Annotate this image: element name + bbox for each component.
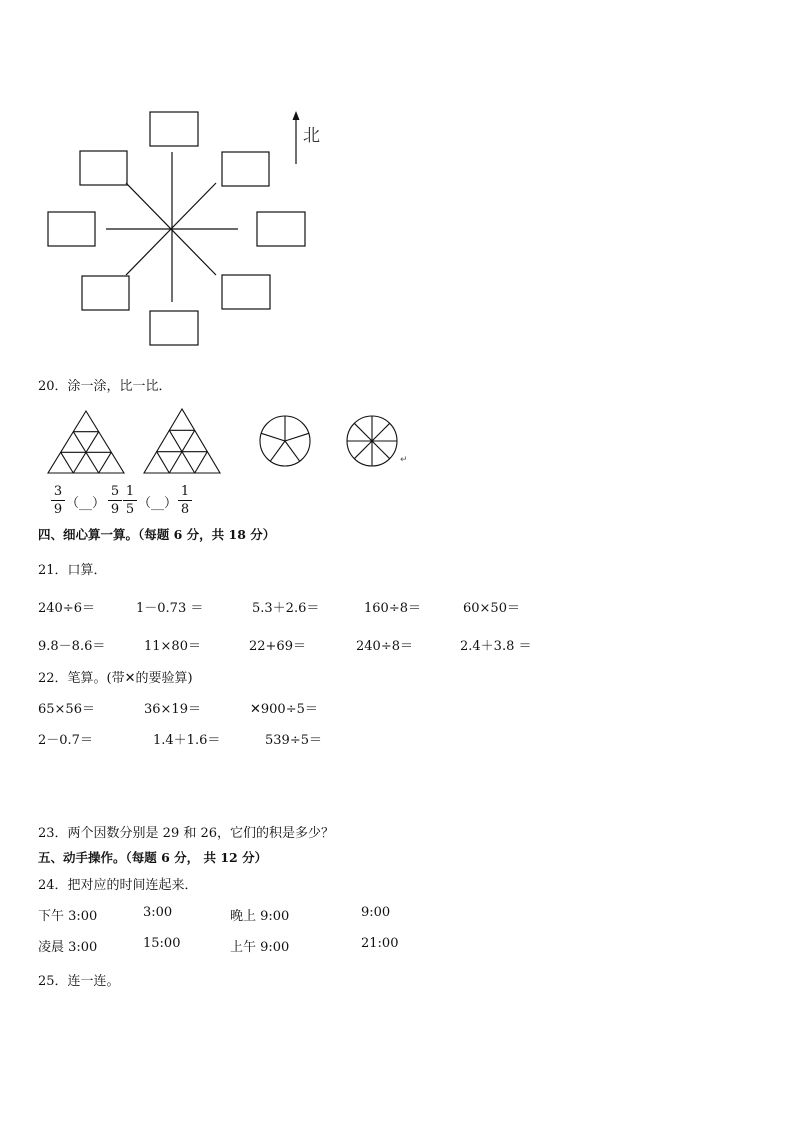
q21-expr-2-5: 2.4＋3.8 ＝ [460,639,532,654]
q24-time-1-2[interactable]: 3:00 [143,905,173,920]
q24-time-2-2[interactable]: 15:00 [143,936,181,951]
q24-time-2-3[interactable]: 上午 9:00 [230,940,290,955]
triangle-2 [144,409,220,473]
q21-expr-2-4: 240÷8＝ [356,639,413,654]
circle-five-parts [260,416,310,466]
circle-eight-parts [347,416,397,466]
q22-expr-2-2: 1.4＋1.6＝ [153,733,221,748]
section-5-title: 五、动手操作。（每题 6 分， 共 12 分） [38,850,268,865]
q24-time-2-4[interactable]: 21:00 [361,936,399,951]
section-4-title: 四、细心算一算。（每题 6 分，共 18 分） [38,527,276,542]
q21-expr-2-1: 9.8－8.6＝ [38,639,106,654]
q20-title: 20．涂一涂，比一比． [38,379,172,394]
q22-expr-1-2: 36×19＝ [144,702,201,717]
q22-title: 22．笔算。(带✕的要验算) [38,671,193,686]
fraction-one-fifth: 1 5 [123,484,137,517]
q25-title: 25．连一连。 [38,974,120,989]
q21-expr-2-3: 22+69＝ [249,639,306,654]
q21-expr-1-1: 240÷6＝ [38,601,95,616]
q22-expr-1-3: ✕900÷5＝ [250,702,318,717]
compare-blank-2[interactable]: （__） [138,496,178,511]
q21-expr-1-3: 5.3＋2.6＝ [252,601,320,616]
q22-expr-2-1: 2－0.7＝ [38,733,93,748]
q24-title: 24．把对应的时间连起来． [38,878,198,893]
q20-figures [0,0,794,500]
q24-time-1-1[interactable]: 下午 3:00 [38,909,98,924]
q24-time-1-3[interactable]: 晚上 9:00 [230,909,290,924]
return-mark: ↵ [400,455,408,465]
q24-time-1-4[interactable]: 9:00 [361,905,391,920]
q22-expr-2-3: 539÷5＝ [265,733,322,748]
q22-expr-1-1: 65×56＝ [38,702,95,717]
q21-expr-1-4: 160÷8＝ [364,601,421,616]
north-label: 北 [303,126,320,146]
q21-title: 21．口算． [38,563,107,578]
fraction-three-ninths: 3 9 [51,484,65,517]
q24-time-2-1[interactable]: 凌晨 3:00 [38,940,98,955]
fraction-one-eighth: 1 8 [178,484,192,517]
fraction-five-ninths: 5 9 [108,484,122,517]
q21-expr-2-2: 11×80＝ [144,639,201,654]
triangle-1 [48,411,124,473]
compare-blank-1[interactable]: （__） [66,496,106,511]
q21-expr-1-5: 60×50＝ [463,601,520,616]
q21-expr-1-2: 1－0.73 ＝ [136,601,204,616]
q23-title: 23．两个因数分别是 29 和 26，它们的积是多少？ [38,826,335,841]
